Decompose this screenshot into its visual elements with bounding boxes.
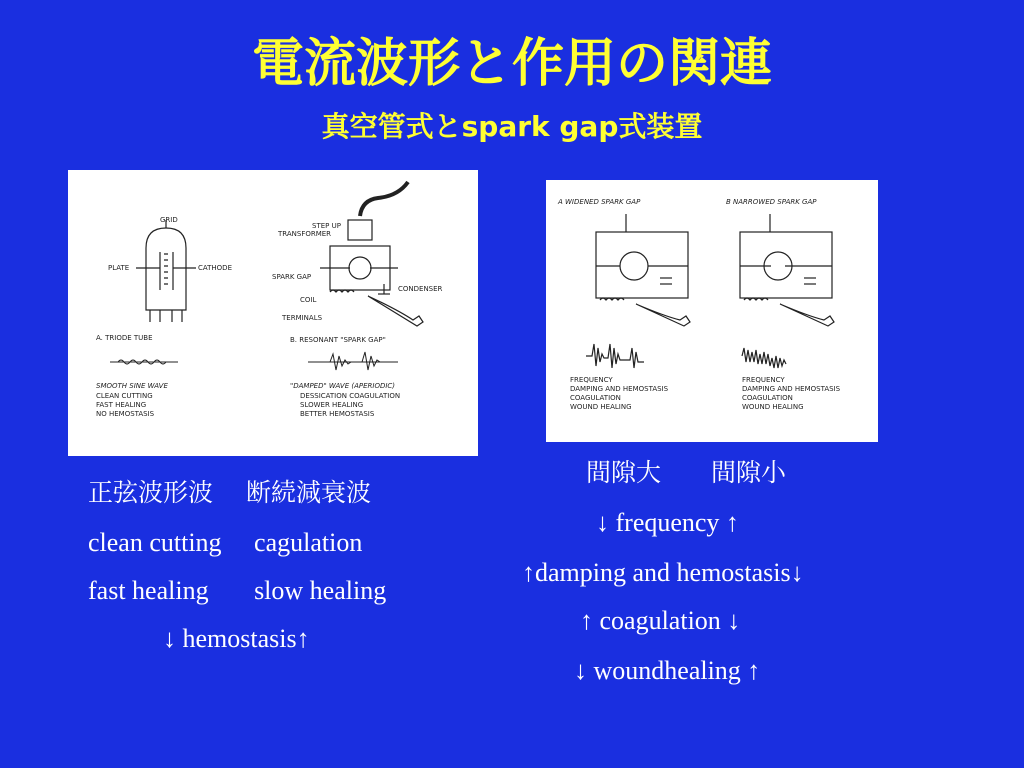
- condenser-label: CONDENSER: [398, 285, 443, 293]
- grid-label: GRID: [160, 216, 178, 224]
- narrowed-item-damping: DAMPING AND HEMOSTASIS: [742, 385, 841, 393]
- right-caption-row-2: ↑damping and hemostasis↓: [522, 558, 804, 587]
- coil-label: COIL: [300, 296, 317, 304]
- cathode-label: CATHODE: [198, 264, 232, 272]
- widened-item-healing: WOUND HEALING: [570, 403, 632, 411]
- right-caption-row-4: ↓ woundhealing ↑: [574, 656, 761, 685]
- transformer-label: TRANSFORMER: [278, 230, 332, 238]
- spark-gap-label: SPARK GAP: [272, 273, 312, 281]
- right-caption-row-1: ↓ frequency ↑: [596, 508, 739, 537]
- transformer-box: [348, 220, 372, 240]
- fast-healing-label: FAST HEALING: [96, 401, 147, 409]
- spark-gap-caption: B. RESONANT "SPARK GAP": [290, 336, 386, 344]
- plate-label: PLATE: [108, 264, 130, 272]
- slide-title: 電流波形と作用の関連: [251, 34, 772, 94]
- triode-vs-spark-gap-figure: [68, 170, 478, 456]
- narrowed-gap-title: B NARROWED SPARK GAP: [726, 198, 817, 206]
- step-up-label: STEP UP: [312, 222, 341, 230]
- triode-caption: A. TRIODE TUBE: [96, 334, 153, 342]
- triode-vs-spark-gap-diagram: [68, 170, 478, 456]
- narrowed-item-frequency: FREQUENCY: [742, 376, 785, 384]
- damped-wave-trace: [330, 352, 380, 370]
- no-hemostasis-label: NO HEMOSTASIS: [96, 410, 155, 418]
- power-cord-shape: [360, 182, 408, 216]
- widened-item-damping: DAMPING AND HEMOSTASIS: [570, 385, 669, 393]
- widened-item-coagulation: COAGULATION: [570, 394, 621, 402]
- widened-gap-circuit: [596, 232, 688, 298]
- dessication-label: DESSICATION COAGULATION: [300, 392, 401, 400]
- widened-gap-waveform: [586, 344, 644, 368]
- widened-gap-title: A WIDENED SPARK GAP: [558, 198, 641, 206]
- widened-item-frequency: FREQUENCY: [570, 376, 613, 384]
- right-caption-row-3: ↑ coagulation ↓: [580, 606, 741, 635]
- narrowed-item-coagulation: COAGULATION: [742, 394, 793, 402]
- spark-gap-width-figure: [546, 180, 878, 442]
- spark-gap-width-diagram: [546, 180, 878, 442]
- narrowed-gap-circuit: [740, 232, 832, 298]
- triode-tube-shape: [146, 228, 186, 310]
- slide-subtitle: 真空管式とspark gap式装置: [321, 110, 703, 143]
- left-caption-row-2: fast healing slow healing: [88, 576, 387, 605]
- left-caption-row-3: ↓ hemostasis↑: [163, 624, 310, 653]
- terminals-label: TERMINALS: [282, 314, 323, 322]
- right-caption-jp: 間隙大 間隙小: [586, 458, 787, 487]
- narrowed-gap-waveform: [742, 348, 786, 368]
- left-caption-row-1: clean cutting cagulation: [88, 528, 363, 557]
- damped-wave-label: "DAMPED" WAVE (APERIODIC): [290, 382, 396, 390]
- left-caption-jp: 正弦波形波 断続減衰波: [88, 478, 371, 507]
- slower-healing-label: SLOWER HEALING: [300, 401, 364, 409]
- smooth-sine-label: SMOOTH SINE WAVE: [96, 382, 168, 390]
- better-hemostasis-label: BETTER HEMOSTASIS: [300, 410, 375, 418]
- narrowed-item-healing: WOUND HEALING: [742, 403, 804, 411]
- clean-cutting-label: CLEAN CUTTING: [96, 392, 153, 400]
